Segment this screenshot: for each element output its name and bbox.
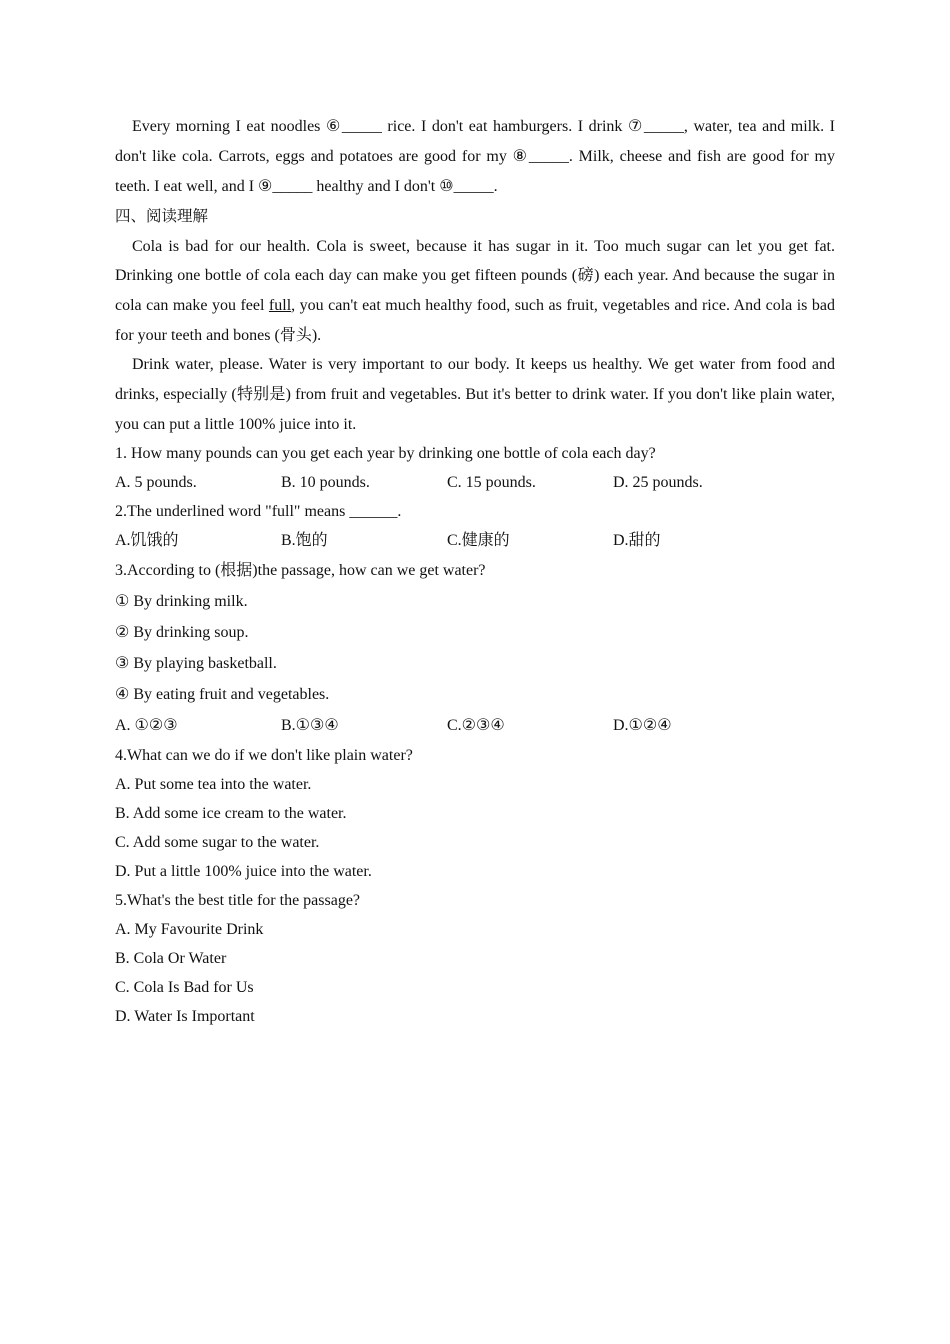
reading-paragraph-1-start: Cola is bad for our health. Cola is sweet, because it has sugar in it. Too much sugar can let you get fat. Drinking one bottle of cola each day can make you get fifteen pounds (磅) each year. And because the sugar in cola can make you feel	[115, 237, 835, 314]
option-d: D.①②④	[613, 717, 672, 735]
question-3-item: ④ By eating fruit and vegetables.	[115, 686, 330, 704]
option-b: B.饱的	[281, 532, 328, 550]
question-3: 3.According to (根据)the passage, how can we get water?	[115, 562, 486, 580]
option-c: C. Cola Is Bad for Us	[115, 979, 254, 997]
question-1: 1. How many pounds can you get each year by drinking one bottle of cola each day?	[115, 445, 656, 463]
option-d: D. Water Is Important	[115, 1008, 255, 1026]
option-c: C. 15 pounds.	[447, 474, 536, 492]
reading-paragraph-2: Drink water, please. Water is very important to our body. It keeps us healthy. We get water from food and drinks, especially (特别是) from fruit and vegetables. But it's better to drink water. If you don't like plain water, you can put a little 100% juice into it.	[115, 356, 835, 433]
option-d: D. Put a little 100% juice into the water.	[115, 863, 372, 881]
reading-paragraph-1	[115, 232, 835, 351]
option-a: A. Put some tea into the water.	[115, 776, 312, 794]
question-3-item: ③ By playing basketball.	[115, 655, 277, 673]
question-4: 4.What can we do if we don't like plain water?	[115, 747, 413, 765]
question-5: 5.What's the best title for the passage?	[115, 892, 361, 910]
question-3-item: ① By drinking milk.	[115, 593, 248, 611]
document-content	[115, 112, 835, 1031]
option-c: C. Add some sugar to the water.	[115, 834, 320, 852]
option-d: D.甜的	[613, 532, 661, 550]
underlined-word: full	[268, 296, 292, 314]
option-b: B. 10 pounds.	[281, 474, 370, 492]
option-b: B.①③④	[281, 717, 339, 735]
question-2: 2.The underlined word "full" means ______.	[115, 503, 402, 521]
option-a: A.饥饿的	[115, 532, 179, 550]
section-heading: 四、阅读理解	[115, 207, 209, 225]
option-a: A. ①②③	[115, 717, 178, 735]
question-3-options	[115, 710, 835, 741]
option-b: B. Add some ice cream to the water.	[115, 805, 347, 823]
question-3-item: ② By drinking soup.	[115, 624, 249, 642]
option-c: C.健康的	[447, 532, 510, 550]
option-a: A. 5 pounds.	[115, 474, 197, 492]
fill-in-passage: Every morning I eat noodles ⑥_____ rice. I don't eat hamburgers. I drink ⑦_____, water, tea and milk. I don't like cola. Carrots, eggs and potatoes are good for my ⑧_____. Milk, cheese and fish are good for my teeth. I eat well, and I ⑨_____ healthy and I don't ⑩_____.	[115, 118, 835, 195]
option-b: B. Cola Or Water	[115, 950, 227, 968]
option-a: A. My Favourite Drink	[115, 921, 264, 939]
option-c: C.②③④	[447, 717, 505, 735]
reading-paragraph-1-end: , you can't eat much healthy food, such as fruit, vegetables and rice. And cola is bad for your teeth and bones (骨头).	[115, 296, 835, 344]
question-1-options	[115, 468, 835, 497]
question-2-options	[115, 526, 835, 555]
option-d: D. 25 pounds.	[613, 474, 703, 492]
